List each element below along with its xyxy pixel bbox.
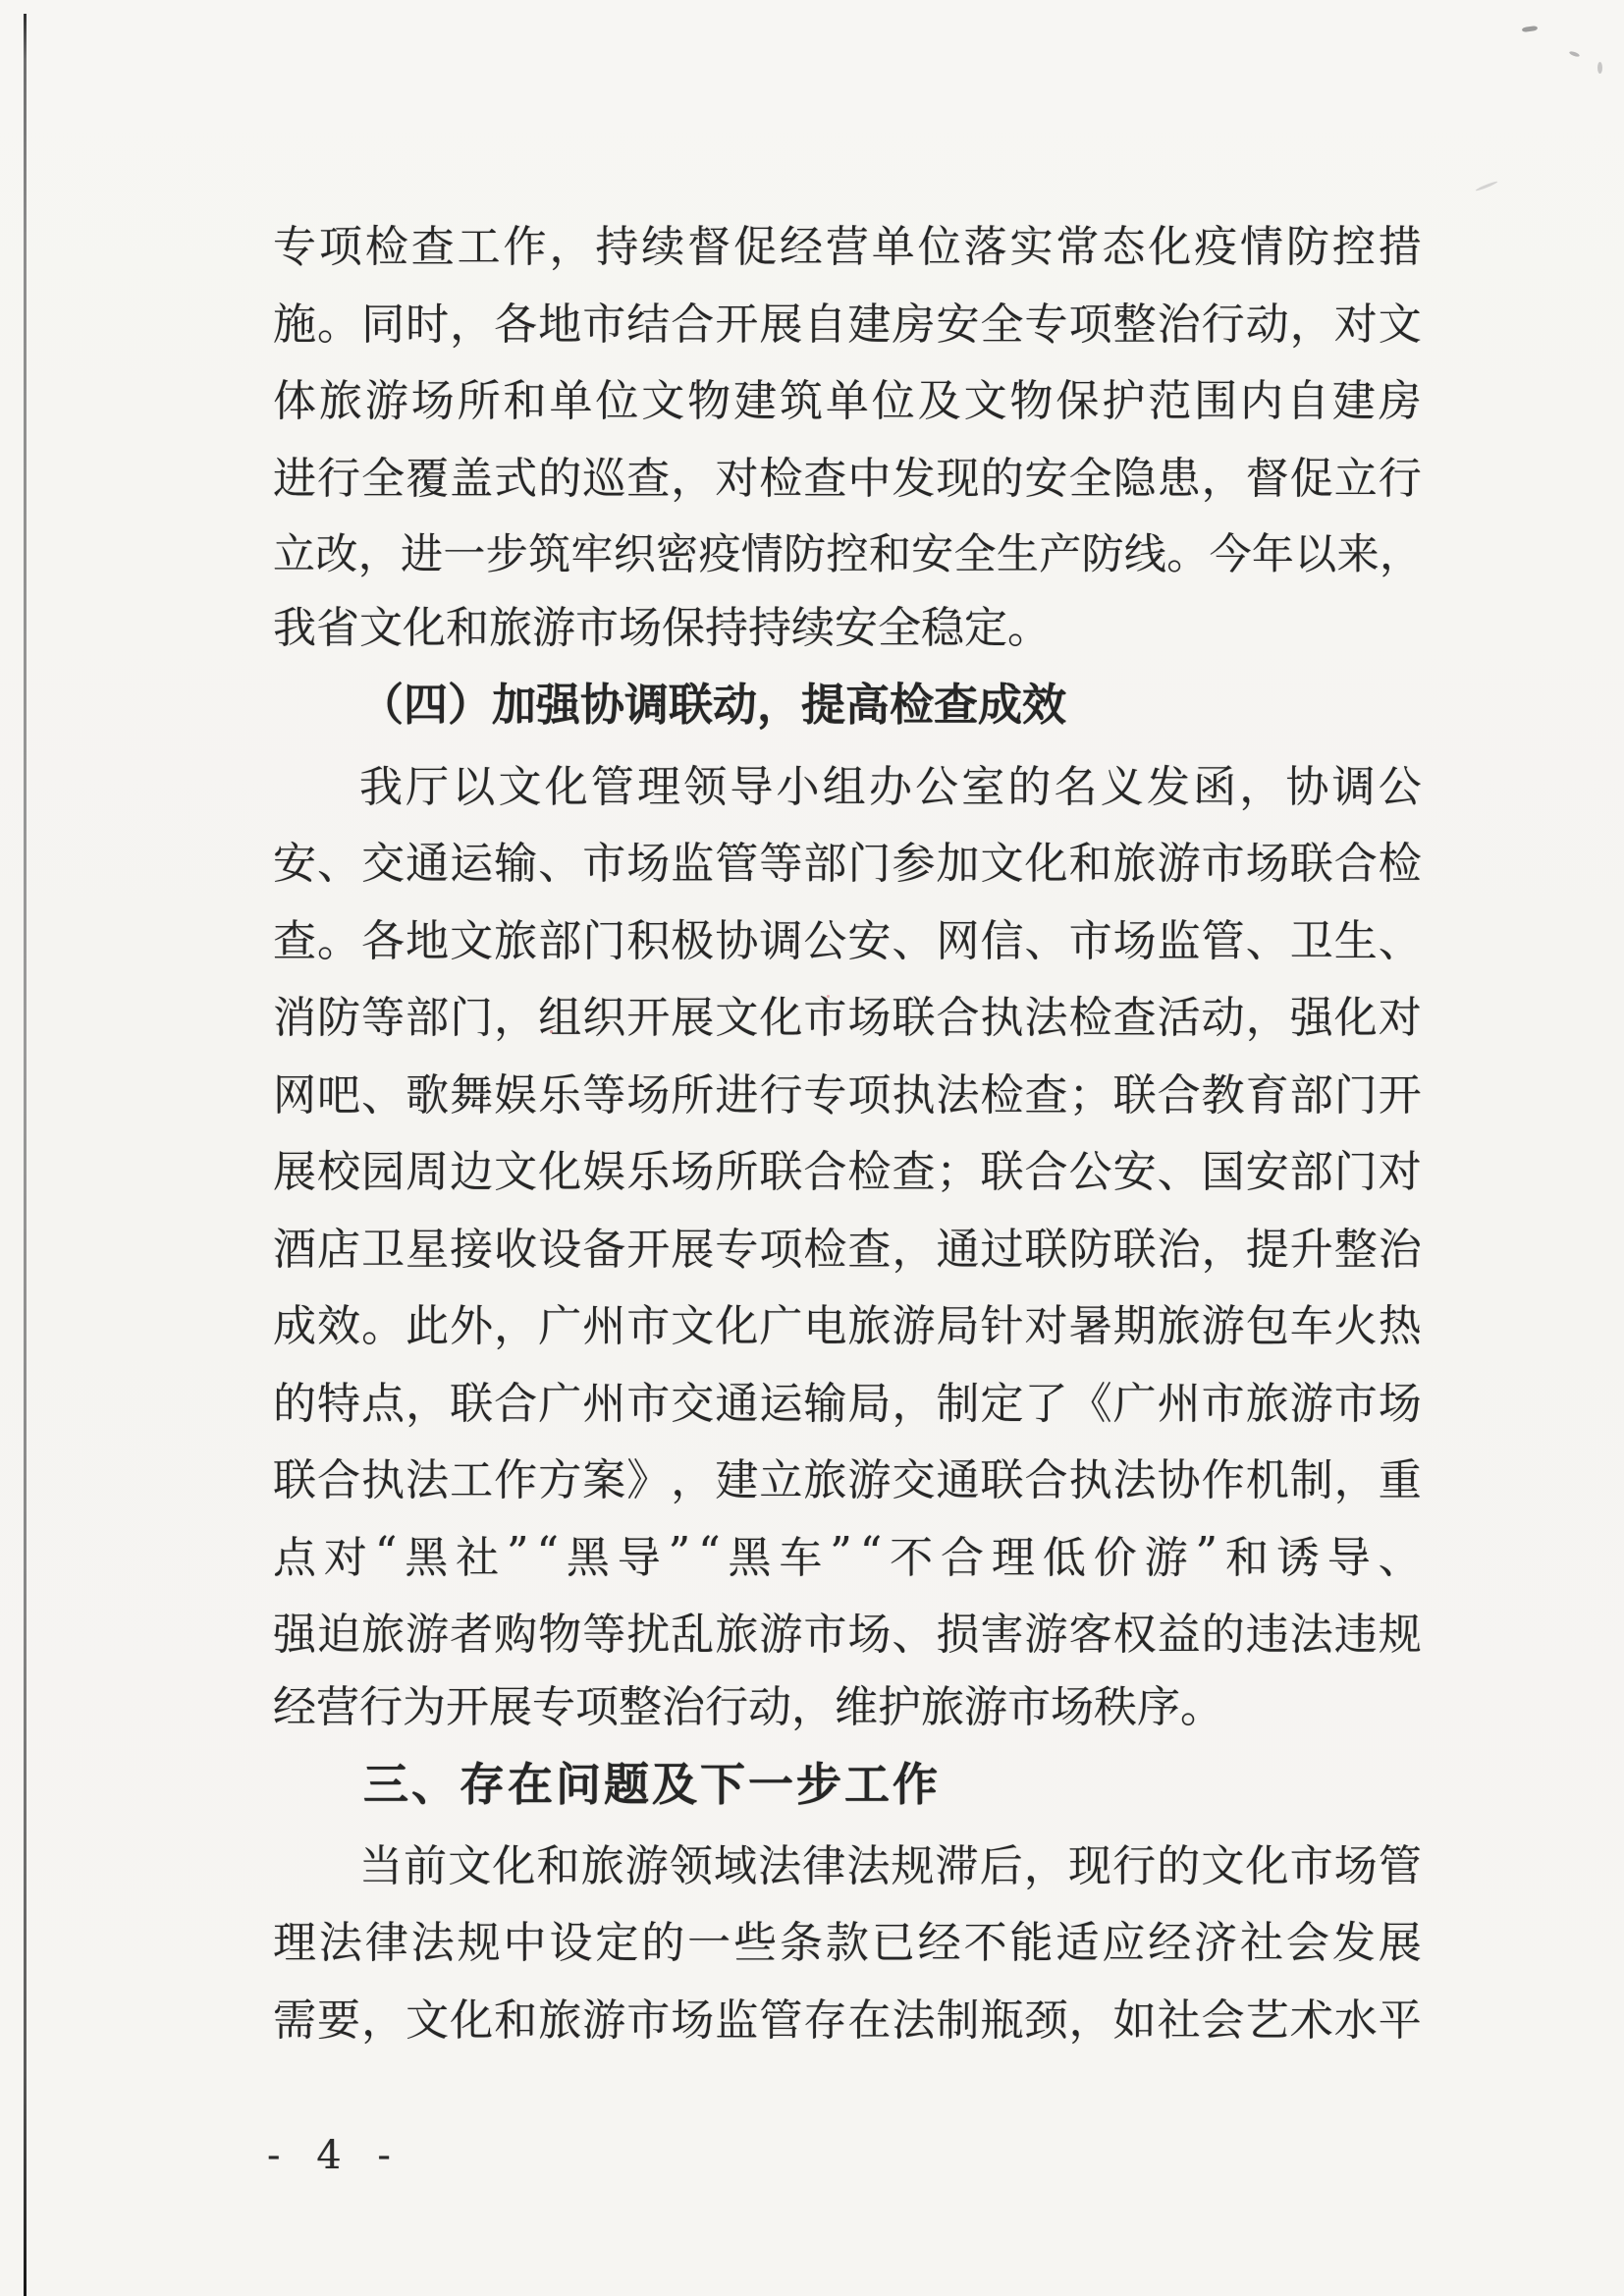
body-line: 成 效 。 此 外 ， 广 州 市 文 化 广 电 旅 游 局 针 对 暑 期 旅 游 包 车 火 热 xyxy=(273,1301,1422,1352)
body-line: 立 改 ， 进 一 步 筑 牢 织 密 疫 情 防 控 和 安 全 生 产 防 线 。 今 年 以 来 ， xyxy=(273,529,1422,579)
document-body xyxy=(273,204,1422,2054)
body-line: 查 。 各 地 文 旅 部 门 积 极 协 调 公 安 、 网 信 、 市 场 监 管 、 卫 生 、 xyxy=(273,915,1422,966)
body-line: 进 行 全 覆 盖 式 的 巡 查 ， 对 检 查 中 发 现 的 安 全 隐 患 ， 督 促 立 行 xyxy=(273,453,1422,504)
body-line: 专 项 检 查 工 作 ， 持 续 督 促 经 营 单 位 落 实 常 态 化 疫 情 防 控 措 xyxy=(273,222,1422,273)
body-line: 我 厅 以 文 化 管 理 领 导 小 组 办 公 室 的 名 义 发 函 ， 协 调 公 xyxy=(359,761,1422,812)
body-line: 体 旅 游 场 所 和 单 位 文 物 建 筑 单 位 及 文 物 保 护 范 围 内 自 建 房 xyxy=(273,376,1422,427)
scan-speck xyxy=(1597,62,1602,74)
body-line: 网 吧 、 歌 舞 娱 乐 等 场 所 进 行 专 项 执 法 检 查 ； 联 合 教 育 部 门 开 xyxy=(273,1069,1422,1121)
body-line: 理 法 律 法 规 中 设 定 的 一 些 条 款 已 经 不 能 适 应 经 济 社 会 发 展 xyxy=(273,1918,1422,1969)
scan-edge-artifact xyxy=(24,14,27,2296)
body-line: 经营行为开展专项整治行动，维护旅游市场秩序。 xyxy=(273,1681,1223,1732)
body-line: 施 。 同 时 ， 各 地 市 结 合 开 展 自 建 房 安 全 专 项 整 治 行 动 ， 对 文 xyxy=(273,299,1422,350)
section-heading-four: （四）加强协调联动，提高检查成效 xyxy=(359,679,1067,731)
scan-speck xyxy=(1475,181,1497,192)
body-line: 点 对 “ 黑 社 ” “ 黑 导 ” “ 黑 车 ” “ 不 合 理 低 价 游 ” 和 诱 导 、 xyxy=(273,1528,1422,1583)
body-line: 强 迫 旅 游 者 购 物 等 扰 乱 旅 游 市 场 、 损 害 游 客 权 益 的 违 法 违 规 xyxy=(273,1610,1422,1661)
body-line: 联 合 执 法 工 作 方 案 》 ， 建 立 旅 游 交 通 联 合 执 法 协 作 机 制 ， 重 xyxy=(273,1455,1422,1506)
body-line: 的 特 点 ， 联 合 广 州 市 交 通 运 输 局 ， 制 定 了 《 广 州 市 旅 游 市 场 xyxy=(273,1378,1422,1429)
body-line: 酒 店 卫 星 接 收 设 备 开 展 专 项 检 查 ， 通 过 联 防 联 治 ， 提 升 整 治 xyxy=(273,1224,1422,1275)
section-heading-three: 三、存在问题及下一步工作 xyxy=(363,1758,941,1811)
body-line: 当 前 文 化 和 旅 游 领 域 法 律 法 规 滞 后 ， 现 行 的 文 化 市 场 管 xyxy=(359,1840,1422,1891)
body-line: 我省文化和旅游市场保持持续安全稳定。 xyxy=(273,602,1051,653)
body-line: 展 校 园 周 边 文 化 娱 乐 场 所 联 合 检 查 ； 联 合 公 安 、 国 安 部 门 对 xyxy=(273,1147,1422,1198)
body-line: 安 、 交 通 运 输 、 市 场 监 管 等 部 门 参 加 文 化 和 旅 游 市 场 联 合 检 xyxy=(273,839,1422,890)
scan-speck xyxy=(1522,26,1539,32)
body-line: 需 要 ， 文 化 和 旅 游 市 场 监 管 存 在 法 制 瓶 颈 ， 如 社 会 艺 术 水 平 xyxy=(273,1995,1422,2046)
page-number: - 4 - xyxy=(267,2133,401,2178)
body-line: 消 防 等 部 门 ， 组 织 开 展 文 化 市 场 联 合 执 法 检 查 活 动 ， 强 化 对 xyxy=(273,993,1422,1044)
scan-speck xyxy=(1569,50,1581,58)
